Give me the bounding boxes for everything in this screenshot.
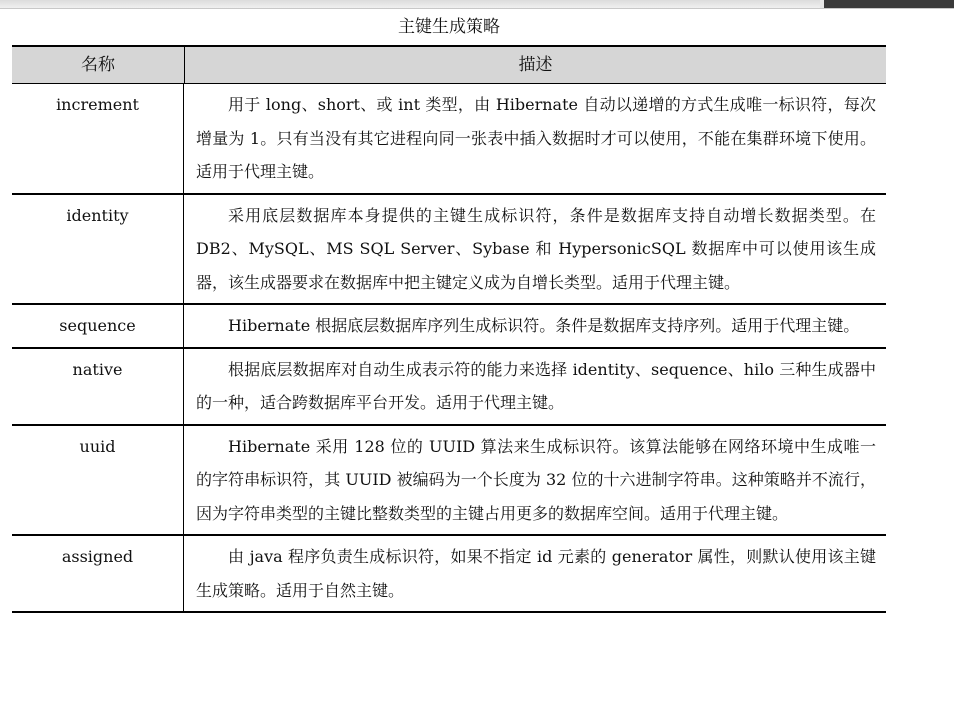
- title-bar: [0, 0, 820, 8]
- title-bar-dark-region: [824, 0, 954, 8]
- table-row: [12, 349, 886, 426]
- table-row: [12, 536, 886, 611]
- row-name: uuid: [12, 426, 184, 535]
- row-description: Hibernate 根据底层数据库序列生成标识符。条件是数据库支持序列。适用于代理主键。: [228, 316, 860, 335]
- row-description: 采用底层数据库本身提供的主键生成标识符，条件是数据库支持自动增长数据类型。在 DB2、MySQL、MS SQL Server、Sybase 和 HypersonicSQL 数据库中可以使用该生成器，该生成器要求在数据库中把主键定义成为自增长类型。适用于代理主键。: [196, 205, 876, 292]
- row-name: sequence: [12, 305, 184, 347]
- table-row: [12, 195, 886, 306]
- row-description: 由 java 程序负责生成标识符，如果不指定 id 元素的 generator 属性，则默认使用该主键生成策略。适用于自然主键。: [196, 547, 876, 600]
- row-description: 根据底层数据库对自动生成表示符的能力来选择 identity、sequence、hilo 三种生成器中的一种，适合跨数据库平台开发。适用于代理主键。: [196, 359, 876, 412]
- row-name: assigned: [12, 536, 184, 611]
- row-description: Hibernate 采用 128 位的 UUID 算法来生成标识符。该算法能够在网络环境中生成唯一的字符串标识符，其 UUID 被编码为一个长度为 32 位的十六进制字符串。这种策略并不流行，因为字符串类型的主键比整数类型的主键占用更多的数据库空间。适用于代理主键。: [196, 436, 876, 523]
- table-caption: 主键生成策略: [398, 17, 500, 37]
- row-name: increment: [12, 84, 184, 193]
- strategy-table: [12, 45, 886, 613]
- table-row: [12, 426, 886, 537]
- header-name: 名称: [12, 47, 185, 83]
- row-description: 用于 long、short、或 int 类型，由 Hibernate 自动以递增的方式生成唯一标识符，每次增量为 1。只有当没有其它进程向同一张表中插入数据时才可以使用，不能在集群环境下使用。适用于代理主键。: [196, 95, 876, 181]
- row-name: identity: [12, 195, 184, 304]
- row-name: native: [12, 349, 184, 424]
- header-description: 描述: [518, 55, 553, 75]
- table-header-row: [12, 47, 886, 84]
- table-row: [12, 84, 886, 195]
- table-row: [12, 305, 886, 349]
- window-top-strip: [0, 0, 954, 9]
